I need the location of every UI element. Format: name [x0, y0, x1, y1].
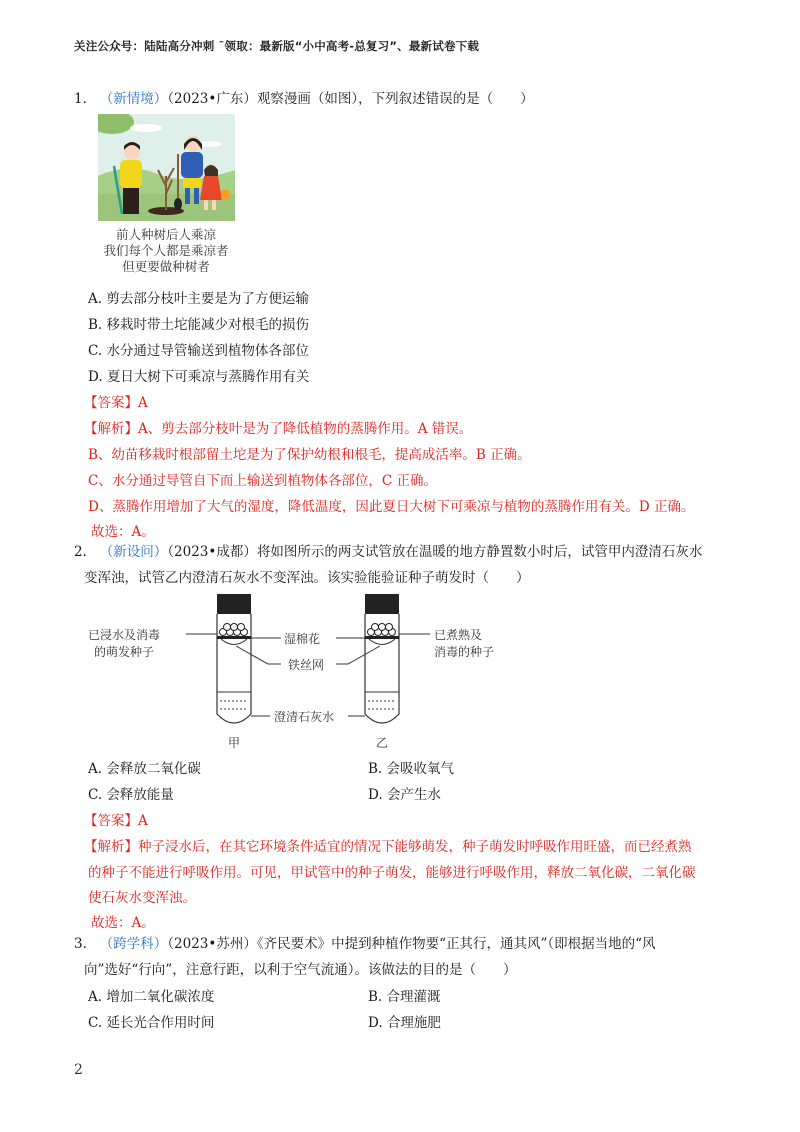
question-tag: （跨学科） — [99, 936, 168, 952]
option-label: C. — [88, 787, 103, 803]
label-wet-cotton: 湿棉花 — [284, 632, 321, 646]
label-line: 的萌发种子 — [94, 645, 155, 659]
option-text: 延长光合作用时间 — [106, 1015, 215, 1031]
analysis-line: 的种子不能进行呼吸作用。可见，甲试管中的种子萌发，能够进行呼吸作用，释放二氧化碳，二氧化碳 — [88, 865, 696, 881]
option-d — [368, 1011, 441, 1031]
option-text: 移栽时带土坨能减少对根毛的损伤 — [106, 317, 310, 333]
option-a — [88, 757, 201, 777]
option-text: 剪去部分枝叶主要是为了方便运输 — [106, 291, 309, 307]
caption-line: 我们每个人都是乘凉者 — [103, 243, 229, 258]
option-label: D. — [368, 1015, 383, 1031]
label-boiled-seeds — [434, 626, 494, 660]
option-label: C. — [88, 1015, 103, 1031]
option-text: 合理灌溉 — [386, 989, 441, 1005]
option-b — [368, 757, 454, 777]
label-line: 已浸水及消毒 — [88, 628, 161, 642]
option-text: 增加二氧化碳浓度 — [106, 989, 215, 1005]
option-a — [88, 985, 214, 1005]
option-label: C. — [88, 343, 103, 359]
question-3-stem — [74, 935, 656, 953]
question-2-stem — [74, 543, 702, 561]
question-stem-line: （2023•广东）观察漫画（如图），下列叙述错误的是（ ） — [167, 91, 534, 107]
option-a — [88, 287, 309, 307]
page-header: 关注公众号：陆陆高分冲刺 ˜领取：最新版“小中高考-总复习”、最新试卷下载 — [74, 39, 480, 53]
option-label: A. — [88, 989, 103, 1005]
option-text: 水分通过导管输送到植物体各部位 — [106, 343, 309, 359]
caption-line: 但更要做种树者 — [122, 259, 210, 274]
test-tube-diagram — [86, 592, 516, 752]
page-number: 2 — [74, 1062, 83, 1078]
option-d — [368, 783, 441, 803]
final-answer: 故选：A。 — [91, 524, 155, 540]
answer: 【答案】A — [84, 395, 148, 411]
cartoon-caption — [86, 227, 246, 275]
label-germinating-seeds — [88, 626, 160, 660]
label-tube-jia: 甲 — [228, 736, 241, 750]
option-label: B. — [88, 317, 103, 333]
option-label: B. — [368, 761, 383, 777]
option-c — [88, 783, 174, 803]
label-tube-yi: 乙 — [376, 736, 389, 750]
option-c — [88, 339, 309, 359]
label-line: 消毒的种子 — [434, 645, 495, 659]
option-text: 会吸收氧气 — [386, 761, 455, 777]
analysis-line: C、水分通过导管自下而上输送到植物体各部位，C 正确。 — [88, 473, 437, 489]
option-d — [88, 365, 309, 385]
option-label: B. — [368, 989, 383, 1005]
question-stem-line: 向”选好“行向”，注意行距，以利于空气流通）。该做法的目的是（ ） — [84, 962, 517, 978]
question-tag: （新情境） — [99, 91, 168, 107]
option-text: 会释放二氧化碳 — [106, 761, 201, 777]
question-tag: （新设问） — [99, 544, 168, 560]
caption-line: 前人种树后人乘凉 — [115, 227, 216, 242]
option-text: 会释放能量 — [106, 787, 174, 803]
option-text: 合理施肥 — [386, 1015, 441, 1031]
final-answer: 故选：A。 — [91, 915, 155, 931]
analysis-line: 【解析】种子浸水后，在其它环境条件适宜的情况下能够萌发，种子萌发时呼吸作用旺盛，而已经煮熟 — [84, 839, 692, 855]
question-number: 3. — [74, 936, 87, 952]
question-number: 1. — [74, 91, 87, 107]
option-text: 夏日大树下可乘凉与蒸腾作用有关 — [106, 369, 310, 385]
option-b — [88, 313, 309, 333]
label-line: 已煮熟及 — [434, 628, 483, 642]
tree-planting-cartoon — [98, 114, 235, 221]
question-number: 2. — [74, 544, 87, 560]
answer: 【答案】A — [84, 813, 148, 829]
analysis-line: 【解析】A、剪去部分枝叶是为了降低植物的蒸腾作用。A 错误。 — [84, 421, 473, 437]
analysis-line: 使石灰水变浑浊。 — [88, 890, 196, 906]
option-b — [368, 985, 441, 1005]
option-text: 会产生水 — [386, 787, 441, 803]
analysis-line: D、蒸腾作用增加了大气的湿度，降低温度，因此夏日大树下可乘凉与植物的蒸腾作用有关。D 正确。 — [88, 499, 695, 515]
label-limewater: 澄清石灰水 — [274, 710, 335, 724]
question-stem-line: （2023•苏州）《齐民要术》中提到种植作物要“正其行，通其风”（即根据当地的“风 — [167, 936, 656, 952]
option-label: D. — [368, 787, 383, 803]
option-label: A. — [88, 761, 103, 777]
analysis-line: B、幼苗移栽时根部留土坨是为了保护幼根和根毛，提高成活率。B 正确。 — [88, 447, 531, 463]
label-wire-mesh: 铁丝网 — [288, 658, 325, 672]
question-stem-line: 变浑浊，试管乙内澄清石灰水不变浑浊。该实验能验证种子萌发时（ ） — [84, 570, 530, 586]
question-1-stem — [74, 90, 534, 108]
option-label: D. — [88, 369, 103, 385]
option-c — [88, 1011, 214, 1031]
question-stem-line: （2023•成都）将如图所示的两支试管放在温暖的地方静置数小时后，试管甲内澄清石灰水 — [167, 544, 703, 560]
option-label: A. — [88, 291, 103, 307]
